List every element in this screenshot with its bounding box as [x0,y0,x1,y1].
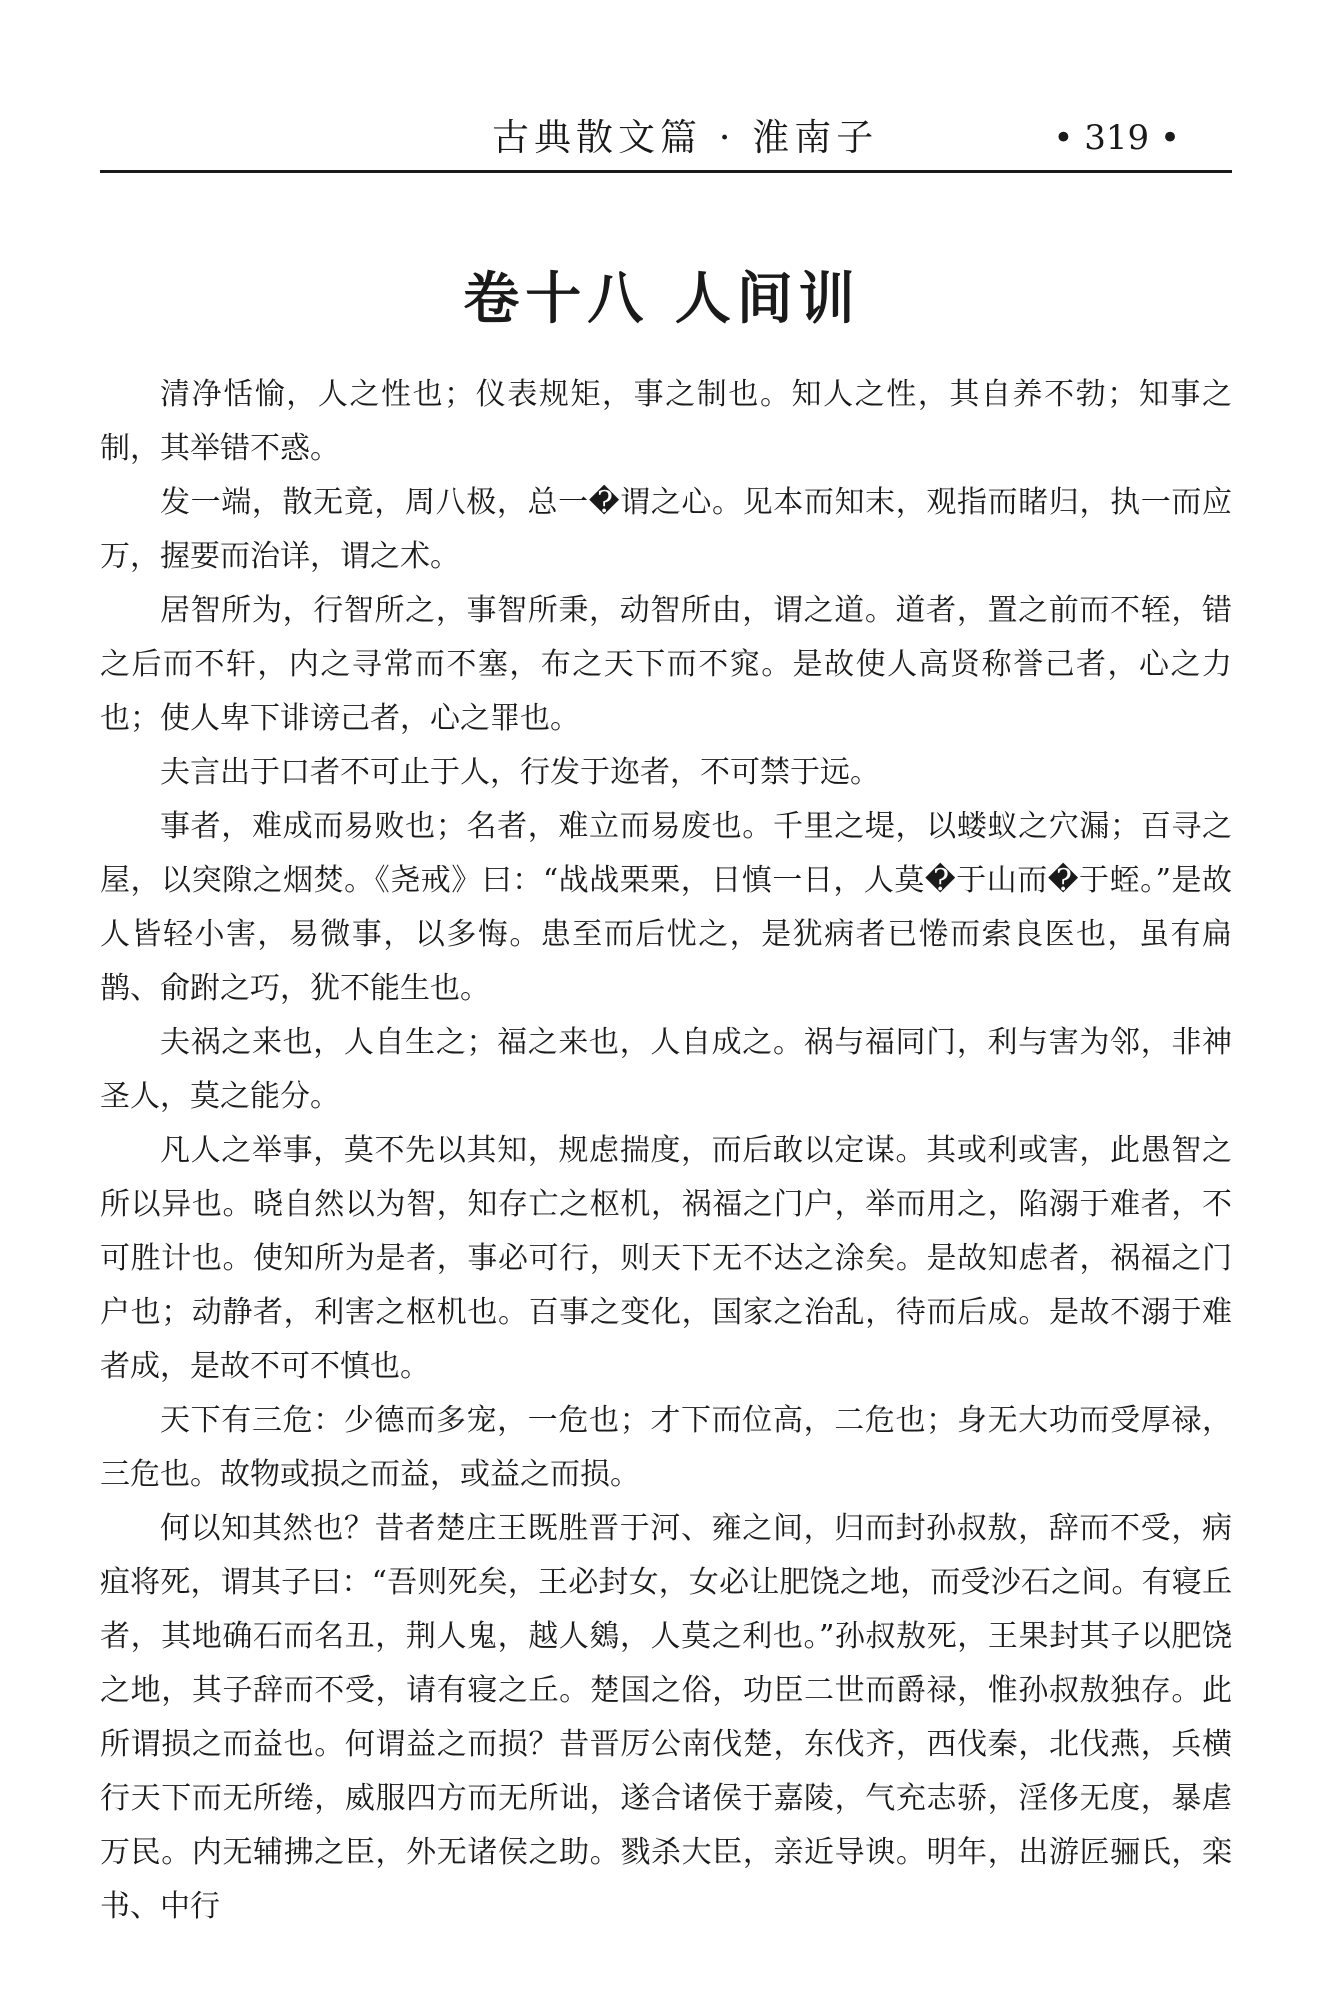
chapter-title: 卷十八 人间训 [463,267,861,332]
paragraph: 居智所为，行智所之，事智所秉，动智所由，谓之道。道者，置之前而不轾，错之后而不轩，内之寻常而不塞，布之天下而不窕。是故使人高贤称誉己者，心之力也；使人卑下诽谤己者，心之罪也。 [100,593,1232,736]
body-text [100,368,1232,1934]
paragraph: 清净恬愉，人之性也；仪表规矩，事之制也。知人之性，其自养不勃；知事之制，其举错不惑。 [100,377,1232,466]
paragraph: 何以知其然也？昔者楚庄王既胜晋于河、雍之间，归而封孙叔敖，辞而不受，病疽将死，谓其子曰：“吾则死矣，王必封女，女必让肥饶之地，而受沙石之间。有寝丘者，其地确石而名丑，荆人鬼，越人鵕，人莫之利也。”孙叔敖死，王果封其子以肥饶之地，其子辞而不受，请有寝之丘。楚国之俗，功臣二世而爵禄，惟孙叔敖独存。此所谓损之而益也。何谓益之而损？昔晋厉公南伐楚，东伐齐，西伐秦，北伐燕，兵横行天下而无所绻，威服四方而无所诎，遂合诸侯于嘉陵，气充志骄，淫侈无度，暴虐万民。内无辅拂之臣，外无诸侯之助。戮杀大臣，亲近导谀。明年，出游匠骊氏，栾书、中行 [100,1511,1232,1924]
running-head [100,108,1232,168]
paragraph: 事者，难成而易败也；名者，难立而易废也。千里之堤，以蝼蚁之穴漏；百寻之屋，以突隙之烟焚。《尧戒》曰：“战战栗栗，日慎一日，人莫�于山而�于蛭。”是故人皆轻小害，易微事，以多悔。患至而后忧之，是犹病者已惓而索良医也，虽有扁鹊、俞跗之巧，犹不能生也。 [100,809,1232,1006]
paragraph: 夫祸之来也，人自生之；福之来也，人自成之。祸与福同门，利与害为邻，非神圣人，莫之能分。 [100,1025,1232,1114]
paragraph: 夫言出于口者不可止于人，行发于迩者，不可禁于远。 [160,755,880,790]
paragraph: 凡人之举事，莫不先以其知，规虑揣度，而后敢以定谋。其或利或害，此愚智之所以异也。晓自然以为智，知存亡之枢机，祸福之门户，举而用之，陷溺于难者，不可胜计也。使知所为是者，事必可行，则天下无不达之涂矣。是故知虑者，祸福之门户也；动静者，利害之枢机也。百事之变化，国家之治乱，待而后成。是故不溺于难者成，是故不可不慎也。 [100,1133,1232,1384]
header-rule [100,170,1232,173]
paragraph: 发一端，散无竟，周八极，总一�谓之心。见本而知末，观指而睹归，执一而应万，握要而治详，谓之术。 [100,485,1232,574]
running-title: 古典散文篇 · 淮南子 [492,116,879,159]
paragraph: 天下有三危：少德而多宠，一危也；才下而位高，二危也；身无大功而受厚禄，三危也。故物或损之而益，或益之而损。 [100,1403,1232,1492]
page-number: • 319 • [1053,118,1180,158]
